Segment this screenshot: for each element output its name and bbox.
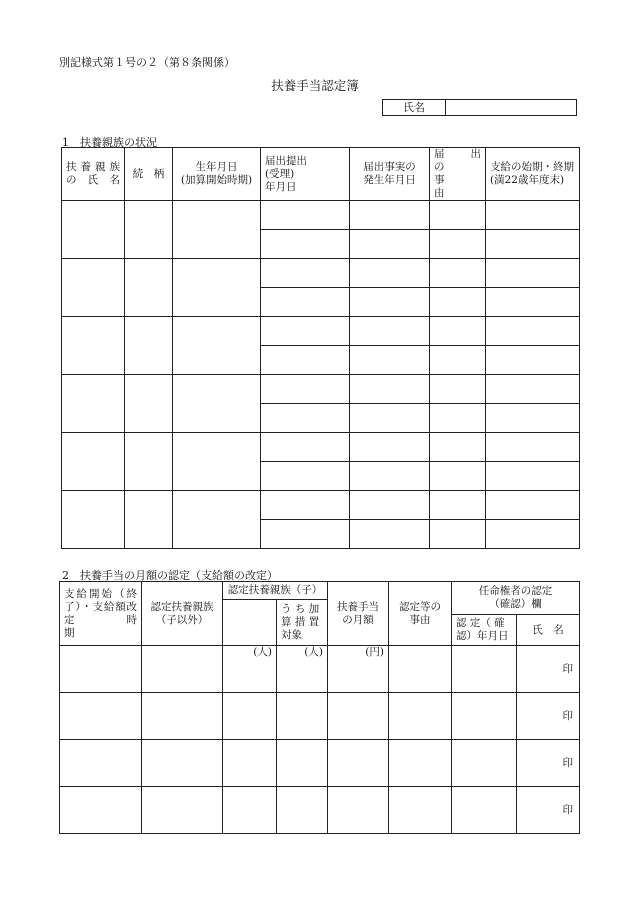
yen-unit[interactable]: (円) [328,646,389,693]
page-title: 扶養手当認定簿 [271,78,359,93]
header-appointer-name: 氏 名 [517,615,580,646]
header-child-dependents: 認定扶養親族（子） [223,582,328,600]
header-monthly-amount: 扶養手当 の月額 [328,582,389,646]
header-appointer: 任命権者の認定 （確認）欄 [452,582,580,615]
persons-unit[interactable]: (人) [223,646,277,693]
allowance-table [59,581,580,834]
seal-mark[interactable]: 印 [517,646,580,693]
seal-mark[interactable]: 印 [517,693,580,740]
table-row [62,491,580,520]
section2-heading: 2 扶養手当の月額の認定（支給額の改定） [62,569,278,582]
table-row [62,433,580,462]
header-other-dependents: 認定扶養親族 （子以外） [142,582,223,646]
table-row [60,740,580,787]
header-reason: 届 出 の 事 由 [430,148,486,201]
dependents-table [61,147,580,549]
header-cert-date: 認 定（ 確 認）年月日 [452,615,517,646]
header-birth-date: 生年月日 (加算開始時期) [173,148,261,201]
form-number: 別記様式第１号の２（第８条関係） [59,56,235,69]
persons-unit[interactable]: (人) [277,646,328,693]
name-box [382,99,577,116]
header-row [62,148,580,201]
seal-mark[interactable]: 印 [517,740,580,787]
header-cert-reason: 認定等の 事由 [389,582,452,646]
header-submit-date: 届出提出 (受理) 年月日 [261,148,350,201]
name-label: 氏名 [383,100,446,115]
table-row [60,693,580,740]
seal-mark[interactable]: 印 [517,787,580,834]
header-start-period: 支給開始（終 了）・支給額改 定 時 期 [60,582,142,646]
section1-heading: 1 扶養親族の状況 [62,136,157,149]
header-payment-period: 支給の始期・終期 (満22歳年度末) [486,148,580,201]
header-event-date: 届出事実の 発生年月日 [350,148,430,201]
table-row [62,375,580,404]
name-field[interactable] [446,100,576,115]
table-row [62,259,580,288]
header-row [60,582,580,600]
table-row [60,787,580,834]
header-child-subset: う ち 加 算 措 置 対象 [277,600,328,646]
header-relation: 続 柄 [125,148,173,201]
table-row [62,201,580,230]
header-dependent-name: 扶養親族 の氏名 [62,148,125,201]
table-row [60,646,580,693]
table-row [62,317,580,346]
